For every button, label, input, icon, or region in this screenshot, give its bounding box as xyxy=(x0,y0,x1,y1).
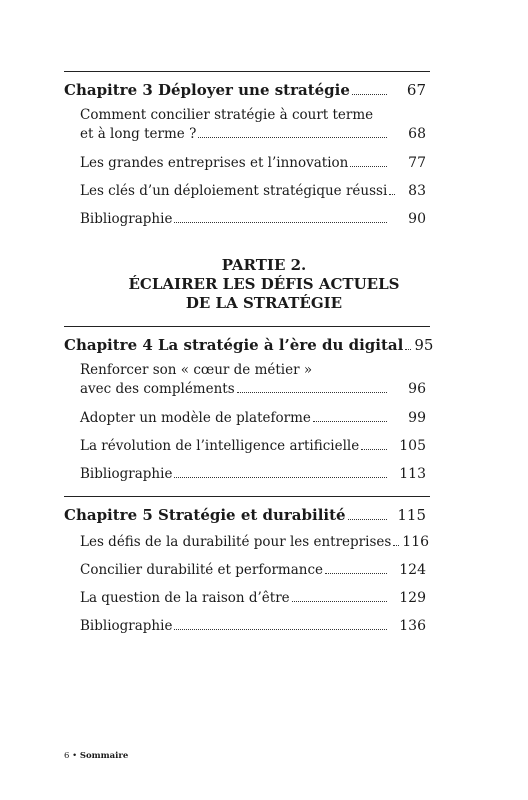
dot-leader xyxy=(292,601,387,602)
toc-section[interactable] xyxy=(80,591,426,605)
footer-page-number: 6 • xyxy=(64,751,78,761)
section-page-number: 124 xyxy=(399,562,426,578)
dot-leader xyxy=(325,573,387,574)
section-title: Bibliographie xyxy=(80,465,173,482)
section-title: avec des compléments xyxy=(80,380,235,397)
dot-leader xyxy=(313,421,387,422)
section-title: et à long terme ? xyxy=(80,125,197,142)
chapter-page-number: 95 xyxy=(414,336,434,354)
part-heading-line-3: DE LA STRATÉGIE xyxy=(185,294,343,312)
dot-leader xyxy=(352,94,387,95)
section-title: Concilier durabilité et performance xyxy=(80,561,323,578)
section-title: Adopter un modèle de plateforme xyxy=(80,409,311,426)
chapter-top-rule xyxy=(64,71,430,72)
section-title: Les clés d’un déploiement stratégique réussi xyxy=(80,182,388,199)
toc-section[interactable] xyxy=(80,184,426,198)
section-line-1: Comment concilier stratégie à court terme xyxy=(80,107,374,123)
dot-leader xyxy=(174,222,387,223)
page-footer xyxy=(64,752,128,761)
chapter-top-rule xyxy=(64,326,430,327)
section-page-number: 83 xyxy=(408,183,426,199)
section-page-number: 77 xyxy=(408,155,426,171)
toc-chapter-4[interactable] xyxy=(64,336,434,354)
section-title: La révolution de l’intelligence artificielle xyxy=(80,437,360,454)
dot-leader xyxy=(350,166,387,167)
part-heading-line-2: ÉCLAIRER LES DÉFIS ACTUELS xyxy=(128,275,400,293)
dot-leader xyxy=(389,194,395,195)
chapter-title: Chapitre 3 Déployer une stratégie xyxy=(64,81,350,99)
dot-leader xyxy=(237,392,387,393)
toc-section[interactable] xyxy=(80,619,426,633)
dot-leader xyxy=(405,349,411,350)
dot-leader xyxy=(198,137,387,138)
section-page-number: 99 xyxy=(408,410,426,426)
toc-section[interactable] xyxy=(80,156,426,170)
section-page-number: 116 xyxy=(402,534,430,550)
toc-section[interactable] xyxy=(80,382,426,396)
section-title: Les défis de la durabilité pour les entreprises xyxy=(80,533,392,550)
dot-leader xyxy=(348,519,387,520)
section-title: Bibliographie xyxy=(80,210,173,227)
section-page-number: 68 xyxy=(408,126,426,142)
section-page-number: 96 xyxy=(408,381,426,397)
toc-chapter-3[interactable] xyxy=(64,83,426,98)
footer-label: Sommaire xyxy=(79,751,129,761)
dot-leader xyxy=(174,629,387,630)
toc-section[interactable] xyxy=(80,411,426,425)
chapter-title: Chapitre 5 Stratégie et durabilité xyxy=(64,506,346,524)
dot-leader xyxy=(393,545,399,546)
toc-chapter-5[interactable] xyxy=(64,508,426,523)
chapter-top-rule xyxy=(64,496,430,497)
section-line-1: Renforcer son « cœur de métier » xyxy=(80,362,313,378)
section-page-number: 90 xyxy=(408,211,426,227)
toc-section[interactable] xyxy=(80,563,426,577)
toc-section[interactable] xyxy=(80,212,426,226)
toc-section[interactable] xyxy=(80,439,426,453)
dot-leader xyxy=(174,477,387,478)
chapter-title: Chapitre 4 La stratégie à l’ère du digital xyxy=(64,336,404,354)
section-page-number: 129 xyxy=(399,590,426,606)
toc-section[interactable] xyxy=(80,127,426,141)
section-title: Bibliographie xyxy=(80,617,173,634)
section-title: La question de la raison d’être xyxy=(80,589,290,606)
chapter-page-number: 67 xyxy=(406,81,426,99)
section-page-number: 136 xyxy=(399,618,426,634)
toc-section[interactable] xyxy=(80,533,430,550)
chapter-page-number: 115 xyxy=(397,506,426,524)
part-heading-line-1: PARTIE 2. xyxy=(221,256,307,274)
dot-leader xyxy=(361,449,387,450)
section-title: Les grandes entreprises et l’innovation xyxy=(80,154,349,171)
section-page-number: 113 xyxy=(399,466,426,482)
toc-section[interactable] xyxy=(80,467,426,481)
section-page-number: 105 xyxy=(399,438,426,454)
